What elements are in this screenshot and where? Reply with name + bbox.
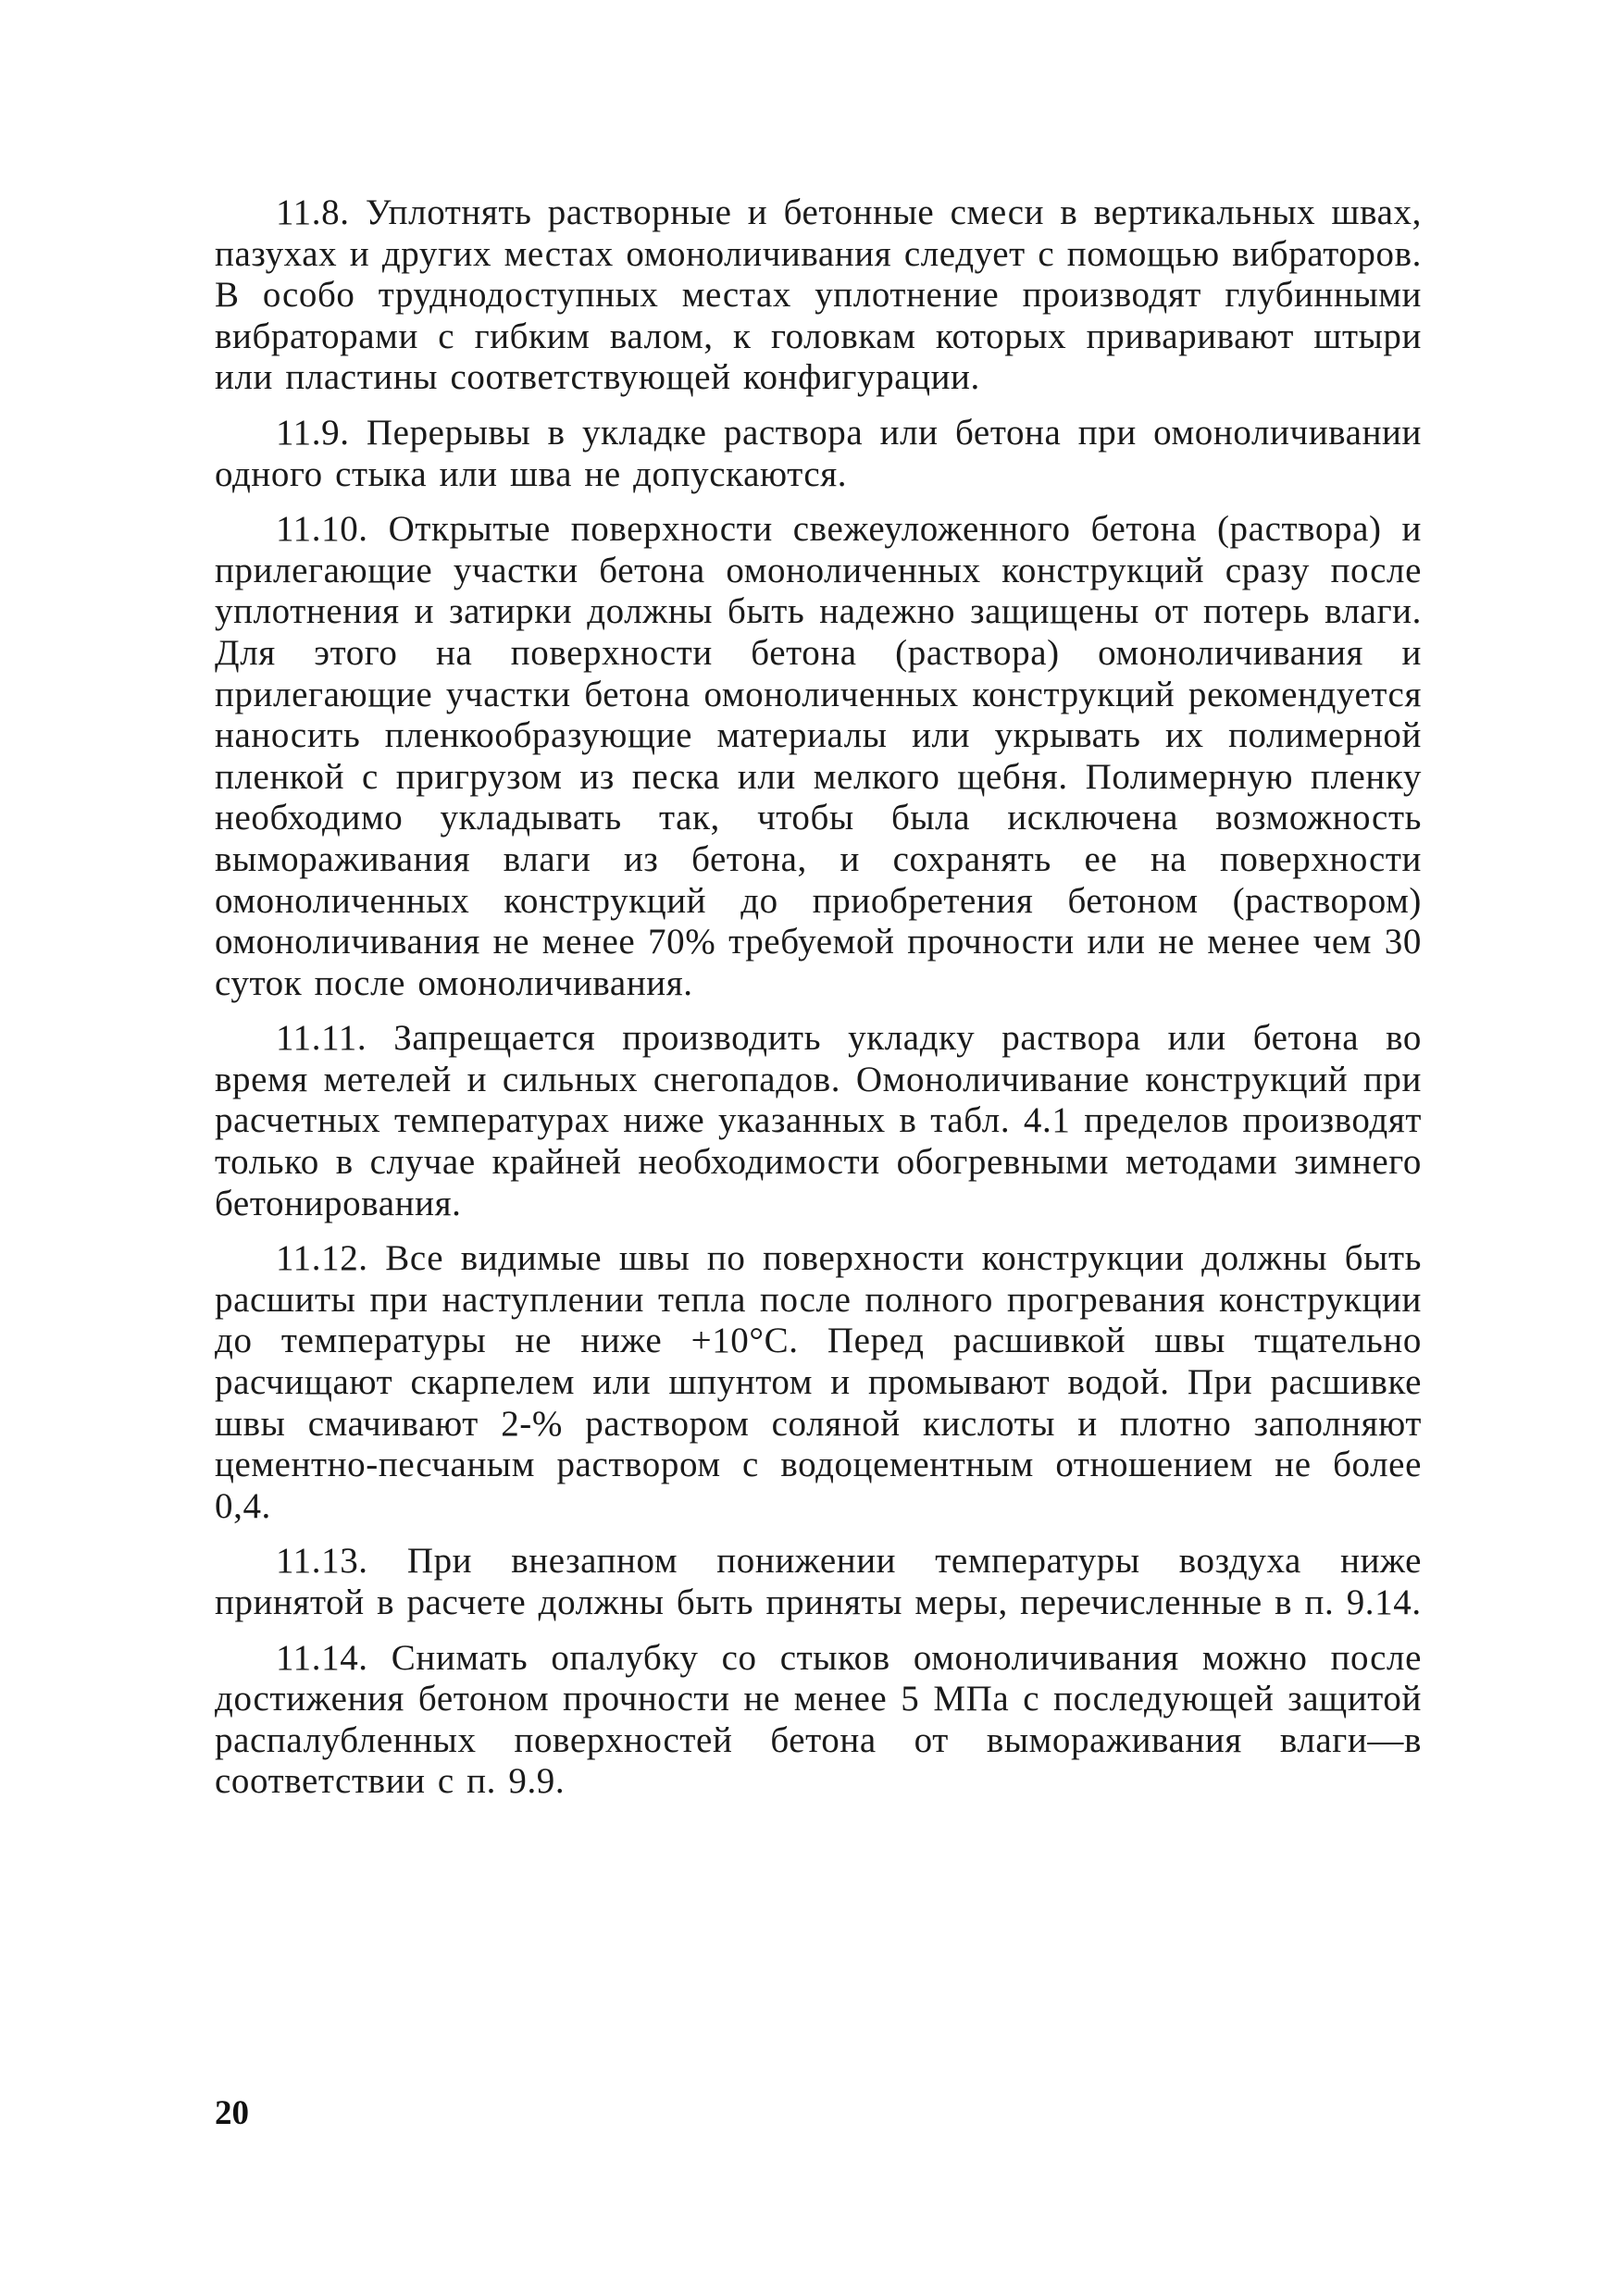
paragraph-number: 11.10. bbox=[276, 509, 368, 550]
paragraph-11-10 bbox=[215, 509, 1422, 1004]
paragraph-11-12 bbox=[215, 1238, 1422, 1527]
paragraph-number: 11.9. bbox=[276, 412, 350, 453]
paragraph-text: Уплотнять растворные и бетонные смеси в вертикальных швах, пазухах и других местах омоноличивания следует с помощью вибраторов. В особо труднодоступных местах уплотнение производят глубинными вибраторами с гибким валом, к головкам которых приваривают штыри или пластины соответствующей конфигурации. bbox=[215, 192, 1422, 398]
paragraph-text: Перерывы в укладке раствора или бетона при омоноличивании одного стыка или шва не допускаются. bbox=[215, 412, 1422, 494]
paragraph-number: 11.11. bbox=[276, 1018, 367, 1059]
paragraph-number: 11.8. bbox=[276, 192, 350, 232]
paragraph-number: 11.13. bbox=[276, 1541, 368, 1582]
paragraph-number: 11.12. bbox=[276, 1238, 368, 1279]
paragraph-11-8 bbox=[215, 192, 1422, 399]
page-number: 20 bbox=[215, 2094, 249, 2132]
paragraph-11-11 bbox=[215, 1018, 1422, 1224]
paragraph-number: 11.14. bbox=[276, 1637, 368, 1678]
paragraph-text: Открытые поверхности свежеуложенного бетона (раствора) и прилегающие участки бетона омоноличенных конструкций сразу после уплотнения и затирки должны быть надежно защищены от потерь влаги. Для этого на поверхности бетона (раствора) омоноличивания и прилегающие участки бетона омоноличенных конструкций рекомендуется наносить пленкообразующие материалы или укрывать их полимерной пленкой с пригрузом из песка или мелкого щебня. Полимерную пленку необходимо укладывать так, чтобы была исключена возможность вымораживания влаги из бетона, и сохранять ее на поверхности омоноличенных конструкций до приобретения бетоном (раствором) омоноличивания не менее 70% требуемой прочности или не менее чем 30 суток после омоноличивания. bbox=[215, 509, 1422, 1003]
paragraph-11-13 bbox=[215, 1541, 1422, 1623]
paragraph-11-9 bbox=[215, 413, 1422, 495]
paragraph-text: Все видимые швы по поверхности конструкции должны быть расшиты при наступлении тепла после полного прогревания конструкции до температуры не ниже +10°С. Перед расшивкой швы тщательно расчищают скарпелем или шпунтом и промывают водой. При расшивке швы смачивают 2-% раствором соляной кислоты и плотно заполняют цементно-песчаным раствором с водоцементным отношением не более 0,4. bbox=[215, 1238, 1422, 1526]
paragraph-11-14 bbox=[215, 1638, 1422, 1803]
paragraph-text: Снимать опалубку со стыков омоноличивания можно после достижения бетоном прочности не менее 5 МПа с последующей защитой распалубленных поверхностей бетона от вымораживания влаги—в соответствии с п. 9.9. bbox=[215, 1637, 1422, 1802]
document-body bbox=[215, 192, 1422, 1817]
paragraph-text: Запрещается производить укладку раствора или бетона во время метелей и сильных снегопадов. Омоноличивание конструкций при расчетных температурах ниже указанных в табл. 4.1 пределов производят только в случае крайней необходимости обогревными методами зимнего бетонирования. bbox=[215, 1018, 1422, 1223]
paragraph-text: При внезапном понижении температуры воздуха ниже принятой в расчете должны быть приняты меры, перечисленные в п. 9.14. bbox=[215, 1541, 1422, 1622]
